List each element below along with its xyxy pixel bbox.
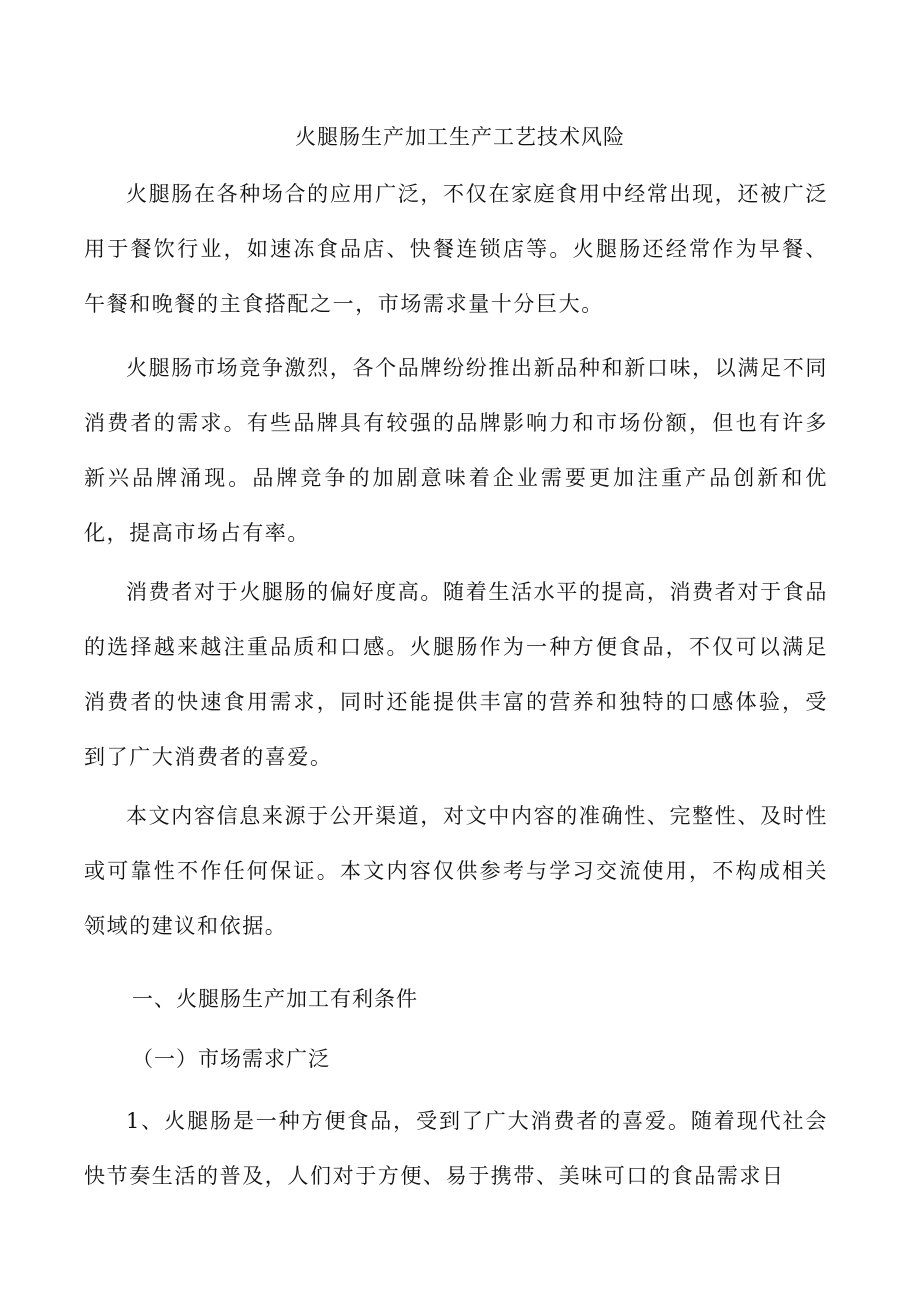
paragraph-competition: 火腿肠市场竞争激烈，各个品牌纷纷推出新品种和新口味，以满足不同消费者的需求。有些品牌具有较强的品牌影响力和市场份额，但也有许多新兴品牌涌现。品牌竞争的加剧意味着企业需要更加注重产品创新和优化，提高市场占有率。 bbox=[84, 356, 828, 545]
paragraph-preference: 消费者对于火腿肠的偏好度高。随着生活水平的提高，消费者对于食品的选择越来越注重品质和口感。火腿肠作为一种方便食品，不仅可以满足消费者的快速食用需求，同时还能提供丰富的营养和独特的口感体验，受到了广大消费者的喜爱。 bbox=[84, 580, 828, 769]
paragraph-body-1: 1、火腿肠是一种方便食品，受到了广大消费者的喜爱。随着现代社会快节奏生活的普及，人们对于方便、易于携带、美味可口的食品需求日 bbox=[84, 1109, 828, 1188]
subsection-heading: （一）市场需求广泛 bbox=[132, 1047, 330, 1071]
section-heading: 一、火腿肠生产加工有利条件 bbox=[132, 987, 418, 1011]
paragraph-application: 火腿肠在各种场合的应用广泛，不仅在家庭食用中经常出现，还被广泛用于餐饮行业，如速冻食品店、快餐连锁店等。火腿肠还经常作为早餐、午餐和晚餐的主食搭配之一，市场需求量十分巨大。 bbox=[84, 182, 828, 316]
document-title: 火腿肠生产加工生产工艺技术风险 bbox=[295, 125, 625, 149]
paragraph-disclaimer: 本文内容信息来源于公开渠道，对文中内容的准确性、完整性、及时性或可靠性不作任何保证。本文内容仅供参考与学习交流使用，不构成相关领域的建议和依据。 bbox=[84, 804, 828, 938]
